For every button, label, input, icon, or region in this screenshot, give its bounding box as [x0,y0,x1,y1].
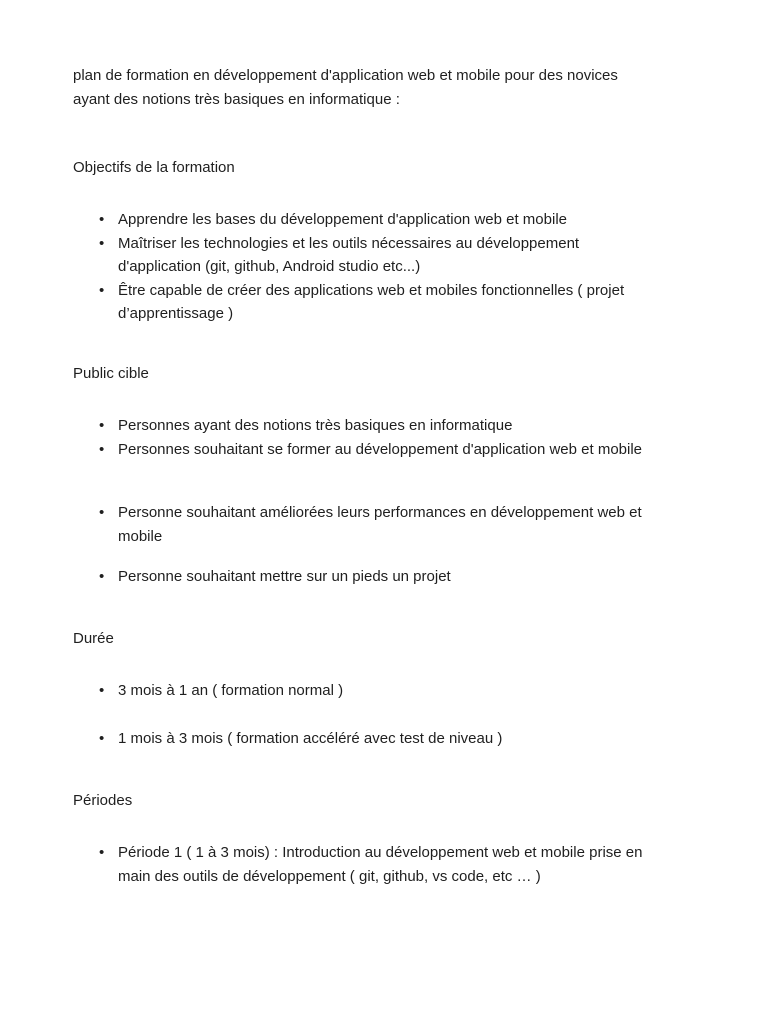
bullet-icon: • [99,440,105,458]
bullet-icon: • [99,730,105,747]
bullet-icon: • [99,234,105,252]
list-item: • Maîtriser les technologies et les outils nécessaires au développement d'application (git, github, Android studio etc...) [73,232,653,279]
bullet-icon: • [99,211,105,228]
bullet-icon: • [99,504,105,521]
section-heading-duree: Durée [73,630,114,647]
duree-list-cont [73,727,653,751]
bullet-icon: • [99,844,105,861]
list-item: • 1 mois à 3 mois ( formation accéléré avec test de niveau ) [73,727,653,751]
list-item: • Personne souhaitant mettre sur un pieds un projet [73,565,653,589]
bullet-icon: • [99,568,105,585]
bullet-icon: • [99,281,105,299]
bullet-icon: • [99,682,105,699]
objectifs-list [73,208,653,326]
public-list [73,414,653,461]
periodes-list [73,841,653,888]
public-list-cont-2 [73,565,653,589]
document-page [73,64,653,885]
intro-paragraph: plan de formation en développement d'application web et mobile pour des novices ayant des notions très basiques en informatique : [73,67,618,108]
public-list-cont-1 [73,501,653,548]
bullet-icon: • [99,417,105,434]
duree-list [73,679,653,703]
section-heading-periodes: Périodes [73,792,133,809]
section-heading-objectifs: Objectifs de la formation [73,159,235,176]
list-item: • 3 mois à 1 an ( formation normal ) [73,679,653,703]
list-item: • Apprendre les bases du développement d'application web et mobile [73,208,653,232]
list-item: • Personne souhaitant améliorées leurs performances en développement web et mobile [73,501,653,548]
list-item: • Personnes ayant des notions très basiques en informatique [73,414,653,438]
section-heading-public: Public cible [73,365,149,382]
list-item: • Période 1 ( 1 à 3 mois) : Introduction au développement web et mobile prise en main des outils de développement ( git, github, vs code, etc … ) [73,841,653,888]
list-item: • Être capable de créer des applications web et mobiles fonctionnelles ( projet d’apprentissage ) [73,279,653,326]
list-item: • Personnes souhaitant se former au développement d'application web et mobile [73,438,653,462]
